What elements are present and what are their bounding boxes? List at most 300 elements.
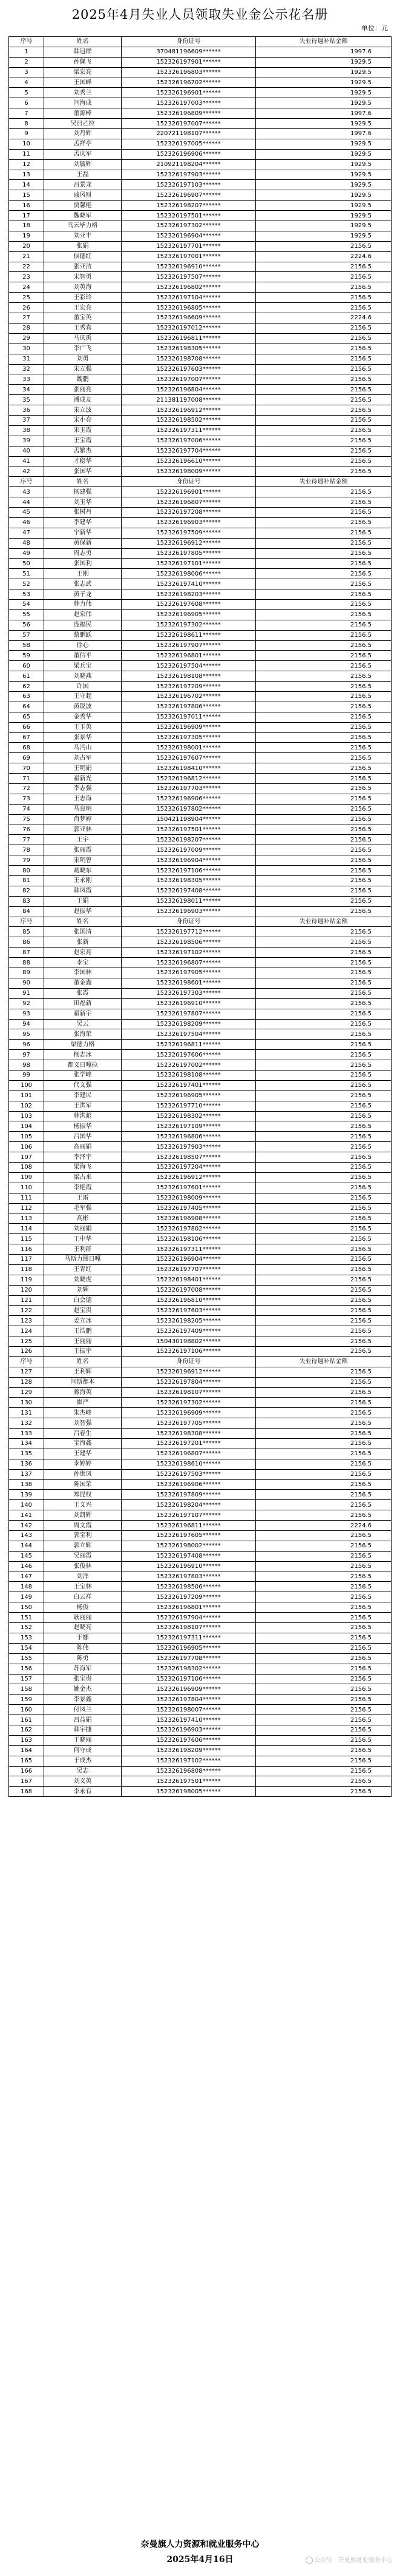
row-name: 蒋海英 xyxy=(44,1387,122,1398)
row-name: 孟繁杰 xyxy=(44,446,122,456)
row-index: 162 xyxy=(9,1725,44,1735)
row-index: 29 xyxy=(9,333,44,344)
row-id-number: 152326198410****** xyxy=(122,763,256,774)
row-name: 宋立波 xyxy=(44,405,122,416)
row-id-number: 152326197809****** xyxy=(122,1490,256,1500)
row-amount: 2156.5 xyxy=(256,1387,392,1398)
row-name: 马斯力图日嘎 xyxy=(44,1254,122,1264)
table-row xyxy=(9,845,392,855)
row-amount: 2156.5 xyxy=(256,671,392,682)
row-index: 84 xyxy=(9,906,44,917)
row-index: 82 xyxy=(9,886,44,896)
row-amount: 1929.5 xyxy=(256,67,392,78)
table-row xyxy=(9,589,392,600)
row-id-number: 152326198005****** xyxy=(122,1787,256,1797)
row-id-number: 152326197703****** xyxy=(122,784,256,794)
row-id-number: 152326197705****** xyxy=(122,1418,256,1429)
row-index: 67 xyxy=(9,732,44,743)
row-index: 97 xyxy=(9,1050,44,1060)
table-row xyxy=(9,1101,392,1111)
row-amount: 1997.6 xyxy=(256,47,392,57)
row-name: 吴日乙拉 xyxy=(44,119,122,129)
row-id-number: 152326198601****** xyxy=(122,978,256,988)
row-amount: 2156.5 xyxy=(256,364,392,374)
row-index: 49 xyxy=(9,548,44,559)
row-name: 刘辉 xyxy=(44,1285,122,1295)
table-row xyxy=(9,1029,392,1040)
table-row xyxy=(9,1203,392,1213)
row-name: 刘凯辉 xyxy=(44,1510,122,1521)
row-id-number: 152326197806****** xyxy=(122,702,256,712)
row-amount: 2156.5 xyxy=(256,282,392,293)
row-name: 王建华 xyxy=(44,1449,122,1459)
row-name: 杨俊 xyxy=(44,1602,122,1613)
row-index: 142 xyxy=(9,1521,44,1531)
row-amount: 2156.5 xyxy=(256,487,392,497)
row-amount: 2156.5 xyxy=(256,517,392,528)
row-name: 吴丽霞 xyxy=(44,1551,122,1561)
row-amount: 1997.6 xyxy=(256,129,392,139)
row-index: 21 xyxy=(9,251,44,262)
table-row xyxy=(9,129,392,139)
row-name: 高彬 xyxy=(44,1213,122,1224)
row-id-number: 152326196811****** xyxy=(122,1521,256,1531)
row-name: 宋玉霞 xyxy=(44,425,122,436)
table-row xyxy=(9,876,392,886)
row-id-number: 152326198009****** xyxy=(122,466,256,477)
table-row xyxy=(9,1602,392,1613)
row-amount: 2156.5 xyxy=(256,1582,392,1592)
row-id-number: 152326196910****** xyxy=(122,998,256,1009)
row-id-number: 152326197804****** xyxy=(122,1377,256,1387)
table-row xyxy=(9,1254,392,1264)
row-name: 王雷 xyxy=(44,1193,122,1203)
row-amount: 2156.5 xyxy=(256,1479,392,1490)
row-index: 154 xyxy=(9,1643,44,1653)
row-index: 111 xyxy=(9,1193,44,1203)
row-name: 赵晓亮 xyxy=(44,1623,122,1633)
table-row xyxy=(9,1193,392,1203)
row-id-number: 152326197608****** xyxy=(122,599,256,609)
row-index: 167 xyxy=(9,1776,44,1787)
table-row xyxy=(9,968,392,978)
table-row xyxy=(9,1541,392,1551)
row-amount: 1929.5 xyxy=(256,88,392,98)
row-name: 白会德 xyxy=(44,1295,122,1306)
row-name: 刘英海 xyxy=(44,282,122,293)
row-index: 78 xyxy=(9,845,44,855)
table-row xyxy=(9,661,392,671)
table-row xyxy=(9,211,392,221)
row-amount: 1929.5 xyxy=(256,201,392,211)
header-name: 姓名 xyxy=(44,1356,122,1367)
row-index: 26 xyxy=(9,303,44,313)
row-amount: 2156.5 xyxy=(256,896,392,906)
row-name: 刘义英 xyxy=(44,1776,122,1787)
header-id-number: 身份证号 xyxy=(122,917,256,927)
row-id-number: 152326198610****** xyxy=(122,1459,256,1469)
row-name: 韩冠群 xyxy=(44,47,122,57)
row-amount: 2156.5 xyxy=(256,1254,392,1264)
row-amount: 2156.5 xyxy=(256,1306,392,1316)
table-row xyxy=(9,88,392,98)
row-id-number: 152326198207****** xyxy=(122,835,256,845)
row-name: 吕益娟 xyxy=(44,1715,122,1725)
table-row xyxy=(9,1766,392,1776)
table-row xyxy=(9,825,392,835)
row-id-number: 152326197101****** xyxy=(122,559,256,569)
row-id-number: 152326198708****** xyxy=(122,354,256,364)
row-name: 何守成 xyxy=(44,1745,122,1756)
header-index: 序号 xyxy=(9,37,44,47)
row-index: 123 xyxy=(9,1316,44,1326)
row-index: 141 xyxy=(9,1510,44,1521)
table-row xyxy=(9,855,392,866)
row-id-number: 152326197603****** xyxy=(122,364,256,374)
row-name: 刘晓燕 xyxy=(44,671,122,682)
row-index: 31 xyxy=(9,354,44,364)
row-index: 101 xyxy=(9,1090,44,1101)
row-name: 马冯山 xyxy=(44,743,122,753)
table-row xyxy=(9,385,392,395)
row-name: 孟庆军 xyxy=(44,149,122,159)
row-name: 吴志 xyxy=(44,1766,122,1776)
row-id-number: 152326198302****** xyxy=(122,1111,256,1121)
row-amount: 2156.5 xyxy=(256,937,392,948)
table-row xyxy=(9,170,392,180)
table-row xyxy=(9,1347,392,1357)
table-row xyxy=(9,1408,392,1418)
row-amount: 2156.5 xyxy=(256,1735,392,1745)
row-index: 14 xyxy=(9,180,44,190)
row-index: 140 xyxy=(9,1500,44,1510)
row-amount: 2156.5 xyxy=(256,1459,392,1469)
row-index: 164 xyxy=(9,1745,44,1756)
table-row xyxy=(9,446,392,456)
table-row xyxy=(9,896,392,906)
row-amount: 1997.6 xyxy=(256,108,392,119)
table-row xyxy=(9,1377,392,1387)
row-name: 董宝英 xyxy=(44,313,122,324)
row-name: 王娟 xyxy=(44,896,122,906)
row-amount: 2156.5 xyxy=(256,886,392,896)
row-index: 158 xyxy=(9,1684,44,1695)
table-row xyxy=(9,702,392,712)
row-index: 53 xyxy=(9,589,44,600)
row-name: 郭立辉 xyxy=(44,1541,122,1551)
row-name: 付凤兰 xyxy=(44,1705,122,1715)
row-index: 105 xyxy=(9,1132,44,1142)
row-index: 20 xyxy=(9,241,44,251)
row-amount: 2156.5 xyxy=(256,661,392,671)
row-name: 王青红 xyxy=(44,1264,122,1275)
row-id-number: 152326196808****** xyxy=(122,1766,256,1776)
watermark xyxy=(306,2555,393,2564)
roster-table xyxy=(8,36,392,1797)
table-row xyxy=(9,251,392,262)
row-amount: 1929.5 xyxy=(256,119,392,129)
row-amount: 2156.5 xyxy=(256,1613,392,1623)
row-amount: 2156.5 xyxy=(256,415,392,425)
row-index: 106 xyxy=(9,1142,44,1152)
row-amount: 2156.5 xyxy=(256,436,392,446)
table-row xyxy=(9,78,392,88)
row-name: 王中华 xyxy=(44,1234,122,1244)
header-index: 序号 xyxy=(9,1356,44,1367)
row-index: 127 xyxy=(9,1367,44,1377)
row-id-number: 152326197509****** xyxy=(122,528,256,538)
row-amount: 2156.5 xyxy=(256,1111,392,1121)
row-id-number: 152326196909****** xyxy=(122,1408,256,1418)
table-header-row xyxy=(9,37,392,47)
table-row xyxy=(9,1561,392,1572)
row-name: 赵宏伟 xyxy=(44,609,122,620)
row-index: 144 xyxy=(9,1541,44,1551)
table-row xyxy=(9,507,392,517)
row-index: 75 xyxy=(9,814,44,825)
row-index: 151 xyxy=(9,1613,44,1623)
table-row xyxy=(9,579,392,589)
row-amount: 2156.5 xyxy=(256,1653,392,1664)
table-row xyxy=(9,1745,392,1756)
row-amount: 2156.5 xyxy=(256,528,392,538)
table-row xyxy=(9,344,392,354)
row-name: 张景华 xyxy=(44,732,122,743)
table-header-row-repeat xyxy=(9,477,392,487)
row-amount: 2156.5 xyxy=(256,1142,392,1152)
row-index: 3 xyxy=(9,67,44,78)
row-index: 91 xyxy=(9,988,44,998)
row-id-number: 152326197504****** xyxy=(122,661,256,671)
table-row xyxy=(9,559,392,569)
row-index: 68 xyxy=(9,743,44,753)
row-id-number: 152326197410****** xyxy=(122,1715,256,1725)
table-row xyxy=(9,1162,392,1172)
row-index: 38 xyxy=(9,425,44,436)
row-index: 104 xyxy=(9,1121,44,1132)
row-name: 黄保新 xyxy=(44,538,122,548)
row-id-number: 152326196610****** xyxy=(122,456,256,466)
row-name: 李宝 xyxy=(44,958,122,968)
row-id-number: 152326196907****** xyxy=(122,190,256,201)
row-amount: 2156.5 xyxy=(256,1029,392,1040)
row-index: 153 xyxy=(9,1633,44,1643)
row-id-number: 152326197109****** xyxy=(122,1121,256,1132)
row-amount: 2156.5 xyxy=(256,814,392,825)
row-index: 130 xyxy=(9,1398,44,1408)
table-row xyxy=(9,528,392,538)
row-index: 160 xyxy=(9,1705,44,1715)
row-id-number: 152326196807****** xyxy=(122,958,256,968)
row-id-number: 152326197507****** xyxy=(122,272,256,282)
row-amount: 2156.5 xyxy=(256,1019,392,1029)
row-name: 陈国荣 xyxy=(44,1479,122,1490)
row-index: 107 xyxy=(9,1152,44,1163)
row-id-number: 152326197603****** xyxy=(122,1306,256,1316)
row-amount: 2156.5 xyxy=(256,1705,392,1715)
row-name: 孙世凤 xyxy=(44,1469,122,1479)
row-name: 梁海飞 xyxy=(44,1162,122,1172)
table-row xyxy=(9,1080,392,1090)
row-id-number: 152326197008****** xyxy=(122,1285,256,1295)
row-index: 28 xyxy=(9,323,44,333)
row-amount: 2156.5 xyxy=(256,1695,392,1705)
table-row xyxy=(9,1664,392,1674)
roster-table-body xyxy=(9,37,392,1797)
header-amount: 失业待遇补贴金额 xyxy=(256,477,392,487)
table-row xyxy=(9,1510,392,1521)
row-id-number: 152326197107****** xyxy=(122,1510,256,1521)
row-amount: 1929.5 xyxy=(256,190,392,201)
row-index: 98 xyxy=(9,1060,44,1071)
row-id-number: 152326197501****** xyxy=(122,211,256,221)
row-id-number: 152326197209****** xyxy=(122,1592,256,1602)
row-amount: 1929.5 xyxy=(256,180,392,190)
row-name: 于晓丽 xyxy=(44,1735,122,1745)
table-row xyxy=(9,958,392,968)
table-row xyxy=(9,1582,392,1592)
row-amount: 2156.5 xyxy=(256,1572,392,1582)
row-id-number: 152326196903****** xyxy=(122,906,256,917)
row-name: 金秀华 xyxy=(44,712,122,722)
row-id-number: 152326197504****** xyxy=(122,1029,256,1040)
row-name: 张娟 xyxy=(44,241,122,251)
row-amount: 2156.5 xyxy=(256,1602,392,1613)
row-name: 闫斯都本 xyxy=(44,1377,122,1387)
row-amount: 2156.5 xyxy=(256,1213,392,1224)
row-name: 侯德红 xyxy=(44,251,122,262)
table-row xyxy=(9,1326,392,1336)
row-id-number: 152326197106****** xyxy=(122,1347,256,1357)
row-name: 吴云 xyxy=(44,1019,122,1029)
row-amount: 2156.5 xyxy=(256,978,392,988)
wechat-icon xyxy=(306,2557,313,2564)
row-index: 72 xyxy=(9,784,44,794)
table-row xyxy=(9,149,392,159)
table-row xyxy=(9,948,392,958)
row-id-number: 152326196812****** xyxy=(122,774,256,784)
row-name: 李泽宇 xyxy=(44,1152,122,1163)
row-amount: 2156.5 xyxy=(256,1347,392,1357)
row-id-number: 152326197710****** xyxy=(122,1101,256,1111)
table-row xyxy=(9,671,392,682)
row-name: 才稳华 xyxy=(44,456,122,466)
table-row xyxy=(9,978,392,988)
row-name: 韩凤霞 xyxy=(44,886,122,896)
row-name: 董源棒 xyxy=(44,108,122,119)
table-row xyxy=(9,640,392,651)
row-name: 李婷婷 xyxy=(44,1459,122,1469)
row-index: 52 xyxy=(9,579,44,589)
row-name: 李志强 xyxy=(44,784,122,794)
row-amount: 2156.5 xyxy=(256,651,392,661)
row-amount: 2156.5 xyxy=(256,1275,392,1285)
row-index: 149 xyxy=(9,1592,44,1602)
table-row xyxy=(9,1040,392,1050)
table-row xyxy=(9,1449,392,1459)
header-amount: 失业待遇补贴金额 xyxy=(256,917,392,927)
row-id-number: 152326197501****** xyxy=(122,1776,256,1787)
row-index: 61 xyxy=(9,671,44,682)
table-row xyxy=(9,456,392,466)
header-name: 姓名 xyxy=(44,917,122,927)
row-amount: 2156.5 xyxy=(256,906,392,917)
row-name: 周志勇 xyxy=(44,548,122,559)
table-row xyxy=(9,835,392,845)
row-id-number: 152326197905****** xyxy=(122,968,256,978)
row-amount: 2156.5 xyxy=(256,1449,392,1459)
row-index: 57 xyxy=(9,630,44,640)
row-amount: 2156.5 xyxy=(256,958,392,968)
table-row xyxy=(9,906,392,917)
table-row xyxy=(9,1429,392,1439)
row-id-number: 152326196811****** xyxy=(122,333,256,344)
row-id-number: 152326198106****** xyxy=(122,1234,256,1244)
row-amount: 2156.5 xyxy=(256,1398,392,1408)
row-index: 115 xyxy=(9,1234,44,1244)
table-row xyxy=(9,159,392,170)
row-amount: 2156.5 xyxy=(256,1490,392,1500)
row-index: 124 xyxy=(9,1326,44,1336)
row-name: 朱杰峰 xyxy=(44,1408,122,1418)
row-id-number: 152326198308****** xyxy=(122,1429,256,1439)
row-name: 刘玉华 xyxy=(44,497,122,508)
table-row xyxy=(9,599,392,609)
row-name: 郭宝利 xyxy=(44,1531,122,1541)
row-id-number: 152326196702****** xyxy=(122,78,256,88)
row-id-number: 152326198107****** xyxy=(122,1623,256,1633)
row-name: 赵振华 xyxy=(44,906,122,917)
row-name: 郭亚林 xyxy=(44,825,122,835)
row-id-number: 152326198209****** xyxy=(122,1745,256,1756)
table-row xyxy=(9,1264,392,1275)
row-id-number: 152326197302****** xyxy=(122,1398,256,1408)
row-amount: 2156.5 xyxy=(256,425,392,436)
row-name: 王文兴 xyxy=(44,1500,122,1510)
row-name: 黄锐波 xyxy=(44,702,122,712)
table-row xyxy=(9,1398,392,1408)
table-row xyxy=(9,1183,392,1193)
row-name: 于娜 xyxy=(44,1633,122,1643)
row-name: 张俊林 xyxy=(44,1561,122,1572)
table-row xyxy=(9,47,392,57)
row-amount: 2156.5 xyxy=(256,1643,392,1653)
row-id-number: 152326198204****** xyxy=(122,1500,256,1510)
row-amount: 2224.6 xyxy=(256,313,392,324)
row-index: 102 xyxy=(9,1101,44,1111)
row-id-number: 152326197311****** xyxy=(122,1633,256,1643)
table-row xyxy=(9,732,392,743)
row-name: 魏鹏 xyxy=(44,374,122,385)
table-row xyxy=(9,1469,392,1479)
row-amount: 2156.5 xyxy=(256,456,392,466)
table-row xyxy=(9,1715,392,1725)
row-index: 40 xyxy=(9,446,44,456)
row-index: 112 xyxy=(9,1203,44,1213)
table-row xyxy=(9,1306,392,1316)
row-amount: 2156.5 xyxy=(256,845,392,855)
table-row xyxy=(9,1009,392,1019)
row-name: 王明娟 xyxy=(44,763,122,774)
row-name: 姚金杰 xyxy=(44,1684,122,1695)
row-id-number: 152326196702****** xyxy=(122,692,256,702)
row-name: 王利辉 xyxy=(44,1367,122,1377)
table-row xyxy=(9,1387,392,1398)
row-amount: 2156.5 xyxy=(256,1121,392,1132)
table-row xyxy=(9,303,392,313)
row-name: 王宏亮 xyxy=(44,303,122,313)
row-amount: 2156.5 xyxy=(256,794,392,804)
